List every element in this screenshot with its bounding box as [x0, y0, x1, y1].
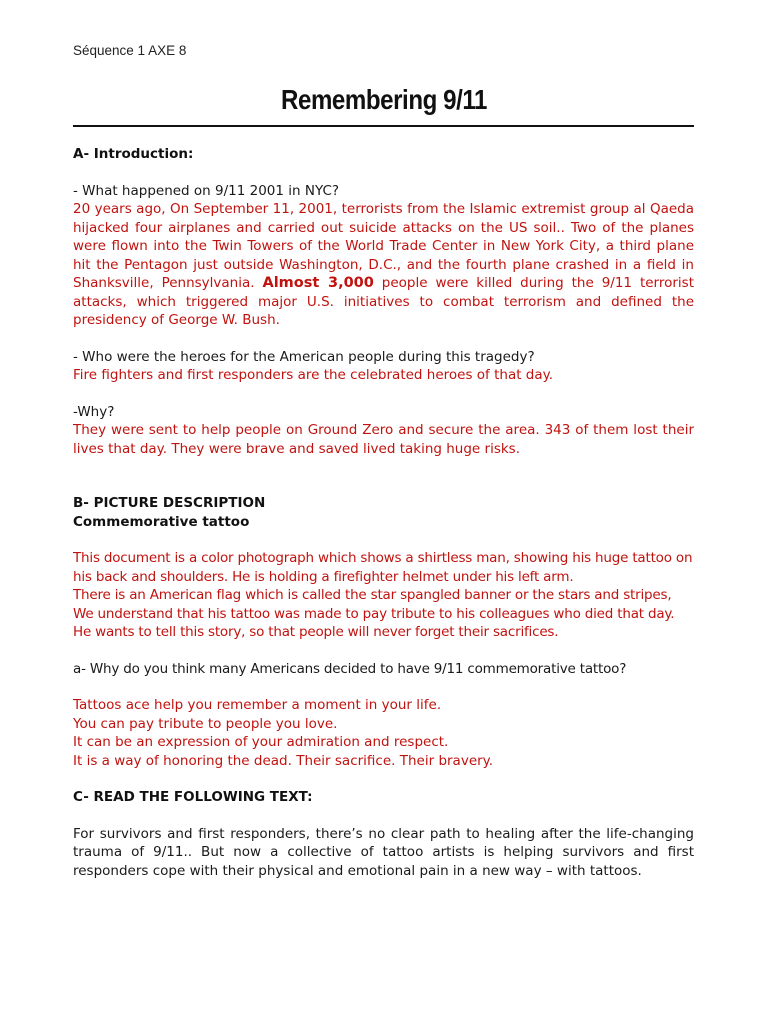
- section-a-heading: A- Introduction:: [73, 146, 194, 162]
- reading-text: For survivors and first responders, there’s no clear path to healing after the life-changing trauma of 9/11.. But now a collective of tattoo artists is helping survivors and first responders cope with their physical and emotional pain in a new way – with tattoos.: [73, 825, 694, 879]
- picture-description-1: This document is a color photograph which shows a shirtless man, showing his huge tattoo on his back and shoulders. He is holding a firefighter helmet under his left arm.: [73, 550, 693, 585]
- picture-description-3: We understand that his tattoo was made to pay tribute to his colleagues who died that day. He wants to tell this story, so that people will never forget their sacrifices.: [73, 605, 675, 640]
- document-body: [73, 145, 694, 880]
- section-c-heading: C- READ THE FOLLOWING TEXT:: [73, 789, 313, 805]
- answer-tattoo-2: You can pay tribute to people you love.: [73, 715, 338, 732]
- question-what-happened: - What happened on 9/11 2001 in NYC?: [73, 182, 340, 199]
- answer-tattoo-1: Tattoos ace help you remember a moment in your life.: [73, 697, 442, 713]
- title-divider: [73, 125, 694, 127]
- answer-why: They were sent to help people on Ground Zero and secure the area. 343 of them lost their lives that day. They were brave and saved lived taking huge risks.: [73, 422, 694, 457]
- sequence-label: Séquence 1 AXE 8: [73, 43, 187, 58]
- answer-heroes: Fire fighters and first responders are the celebrated heroes of that day.: [73, 367, 553, 383]
- answer-highlight: Almost 3,000: [262, 275, 374, 291]
- section-b-heading: B- PICTURE DESCRIPTION: [73, 495, 266, 511]
- answer-tattoo-3: It can be an expression of your admiration and respect.: [73, 734, 449, 750]
- answer-text-part2: people were killed during the 9/11 terrorist attacks, which triggered major U.S. initiatives to combat terrorism and defined the presidency of George W. Bush.: [73, 275, 694, 328]
- answer-text-part1: 20 years ago, On September 11, 2001, terrorists from the Islamic extremist group al Qaeda hijacked four airplanes and carried out suicide attacks on the US soil.. Two of the planes were flown into the Twin Towers of the World Trade Center in New York City, a third plane hit the Pentagon just outside Washington, D.C., and the fourth plane crashed in a field in Shanksville, Pennsylvania.: [73, 201, 694, 291]
- picture-description-2: There is an American flag which is called the star spangled banner or the stars and stripes,: [73, 587, 672, 603]
- answer-what-happened: [73, 200, 694, 330]
- answer-tattoo-4: It is a way of honoring the dead. Their sacrifice. Their bravery.: [73, 752, 494, 769]
- section-b-subheading: Commemorative tattoo: [73, 513, 250, 530]
- question-why: -Why?: [73, 403, 115, 420]
- question-tattoo: a- Why do you think many Americans decided to have 9/11 commemorative tattoo?: [73, 660, 627, 677]
- question-heroes: - Who were the heroes for the American people during this tragedy?: [73, 348, 535, 365]
- page-title: Remembering 9/11: [281, 84, 487, 115]
